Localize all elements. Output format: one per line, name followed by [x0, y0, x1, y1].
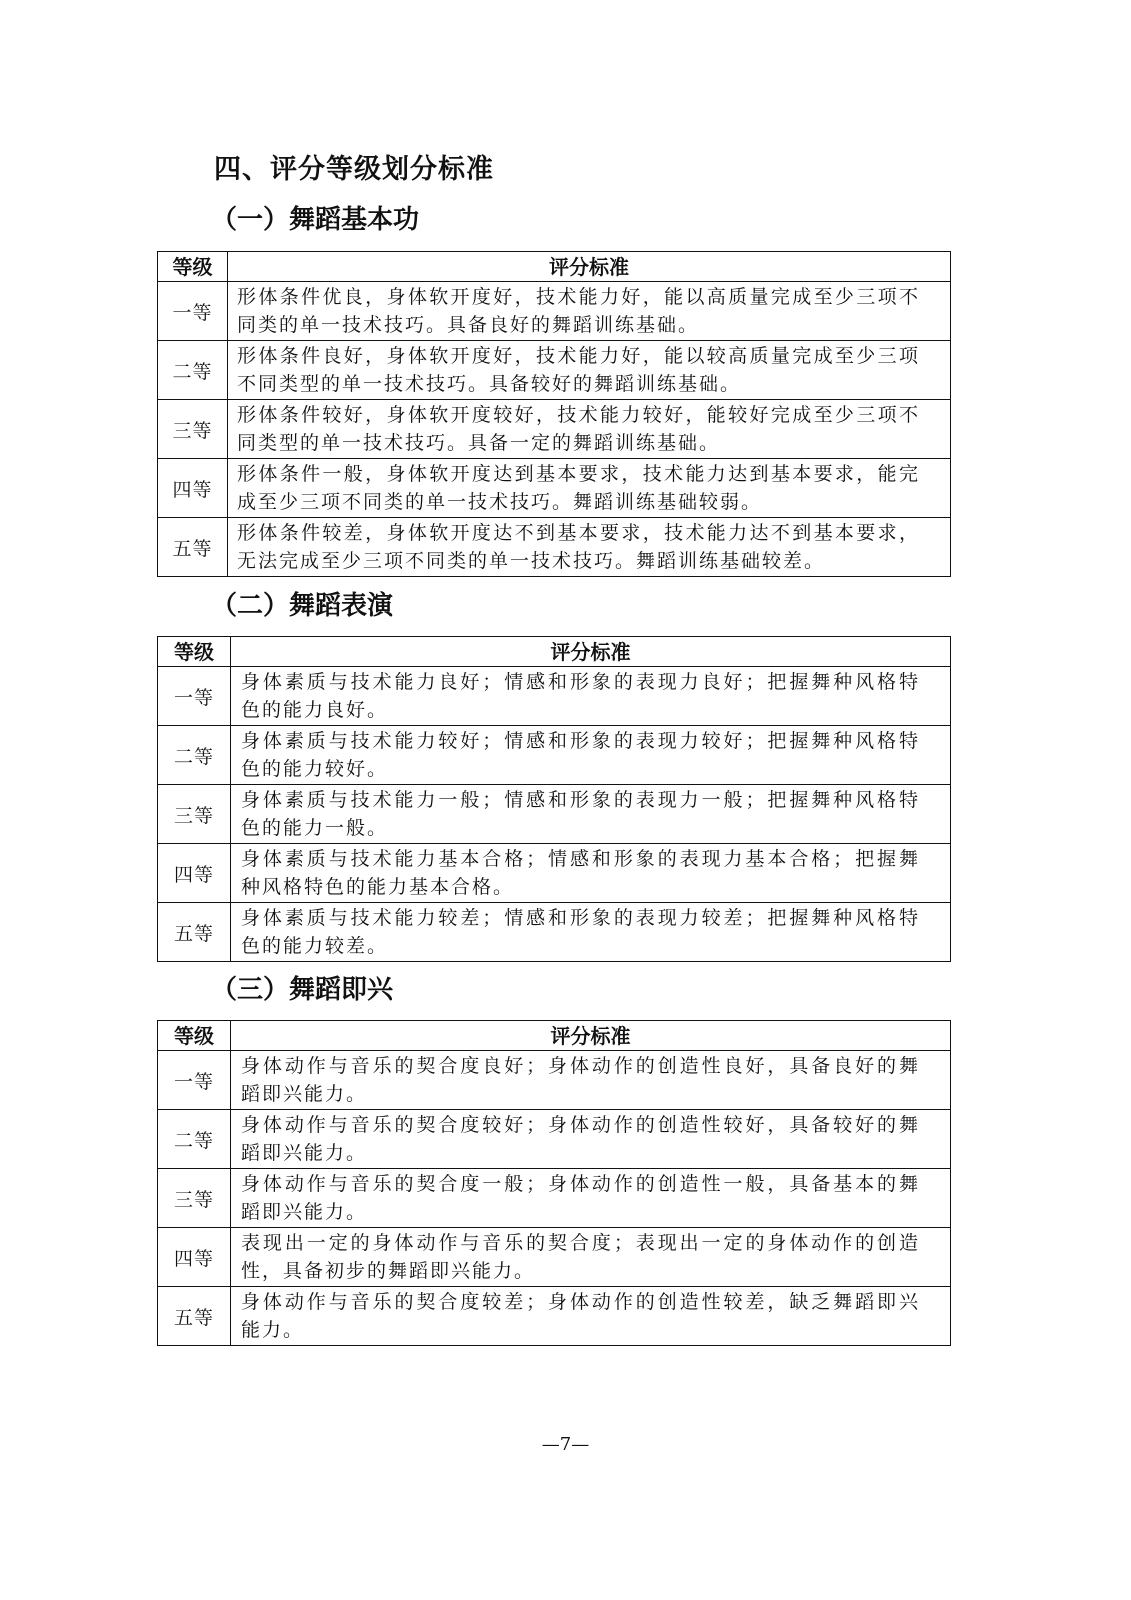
grade-label: 四等 [158, 459, 228, 518]
table-row [158, 667, 951, 726]
grade-label: 一等 [158, 667, 231, 726]
criteria-line: 身体素质与技术能力基本合格；情感和形象的表现力基本合格；把握舞 [241, 847, 920, 870]
table-row [158, 844, 951, 903]
table-row [158, 1287, 951, 1346]
header-criteria: 评分标准 [231, 1021, 951, 1051]
criteria-line: 身体素质与技术能力较好；情感和形象的表现力较好；把握舞种风格特 [241, 729, 920, 752]
table-row [158, 785, 951, 844]
criteria-line: 形体条件一般，身体软开度达到基本要求，技术能力达到基本要求，能完 [237, 462, 920, 485]
criteria-cell [231, 726, 951, 785]
criteria-cell [231, 1169, 951, 1228]
criteria-line: 表现出一定的身体动作与音乐的契合度；表现出一定的身体动作的创造 [241, 1231, 920, 1254]
criteria-cell [231, 1228, 951, 1287]
table-header-row [158, 637, 951, 667]
table-row [158, 1051, 951, 1110]
criteria-cell [231, 903, 951, 962]
page-title: 四、评分等级划分标准 [214, 154, 494, 185]
criteria-line: 色的能力较好。 [241, 758, 389, 780]
header-criteria: 评分标准 [228, 252, 951, 282]
page-number: —7— [541, 1434, 590, 1455]
criteria-line: 不同类型的单一技术技巧。具备较好的舞蹈训练基础。 [237, 373, 742, 395]
table-row [158, 459, 951, 518]
criteria-cell [228, 459, 951, 518]
grade-label: 一等 [158, 282, 228, 341]
criteria-line: 形体条件较差，身体软开度达不到基本要求，技术能力达不到基本要求， [237, 521, 920, 544]
criteria-cell [228, 518, 951, 577]
criteria-line: 身体素质与技术能力较差；情感和形象的表现力较差；把握舞种风格特 [241, 906, 920, 929]
table-row [158, 1228, 951, 1287]
table-row [158, 903, 951, 962]
section-heading-improvisation: （三）舞蹈即兴 [211, 975, 394, 1005]
grade-label: 三等 [158, 785, 231, 844]
criteria-cell [228, 341, 951, 400]
header-grade: 等级 [158, 1021, 231, 1051]
criteria-cell [231, 1110, 951, 1169]
grade-label: 二等 [158, 726, 231, 785]
criteria-line: 身体动作与音乐的契合度较好；身体动作的创造性较好，具备较好的舞 [241, 1113, 920, 1136]
criteria-cell [228, 400, 951, 459]
table-row [158, 400, 951, 459]
basic-skills-table [157, 251, 951, 577]
grade-label: 五等 [158, 903, 231, 962]
table-row [158, 726, 951, 785]
criteria-cell [231, 1051, 951, 1110]
criteria-line: 能力。 [241, 1319, 305, 1341]
criteria-line: 色的能力良好。 [241, 699, 389, 721]
criteria-cell [228, 282, 951, 341]
criteria-line: 身体动作与音乐的契合度较差；身体动作的创造性较差，缺乏舞蹈即兴 [241, 1290, 920, 1313]
table-row [158, 282, 951, 341]
criteria-line: 性，具备初步的舞蹈即兴能力。 [241, 1260, 536, 1282]
criteria-line: 种风格特色的能力基本合格。 [241, 876, 515, 898]
section-heading-performance: （二）舞蹈表演 [211, 591, 394, 621]
grade-label: 三等 [158, 400, 228, 459]
table-row [158, 1169, 951, 1228]
table-row [158, 341, 951, 400]
criteria-line: 身体素质与技术能力良好；情感和形象的表现力良好；把握舞种风格特 [241, 670, 920, 693]
grade-label: 四等 [158, 1228, 231, 1287]
criteria-cell [231, 844, 951, 903]
grade-label: 二等 [158, 341, 228, 400]
section-heading-basic-skills: （一）舞蹈基本功 [211, 205, 420, 235]
criteria-line: 色的能力一般。 [241, 817, 389, 839]
grade-label: 四等 [158, 844, 231, 903]
grade-label: 五等 [158, 1287, 231, 1346]
criteria-cell [231, 667, 951, 726]
criteria-line: 蹈即兴能力。 [241, 1201, 368, 1223]
criteria-line: 蹈即兴能力。 [241, 1083, 368, 1105]
criteria-line: 身体动作与音乐的契合度良好；身体动作的创造性良好，具备良好的舞 [241, 1054, 920, 1077]
table-header-row [158, 252, 951, 282]
criteria-line: 成至少三项不同类的单一技术技巧。舞蹈训练基础较弱。 [237, 491, 763, 513]
criteria-line: 同类型的单一技术技巧。具备一定的舞蹈训练基础。 [237, 432, 721, 454]
grade-label: 五等 [158, 518, 228, 577]
header-grade: 等级 [158, 252, 228, 282]
criteria-line: 蹈即兴能力。 [241, 1142, 368, 1164]
table-row [158, 1110, 951, 1169]
grade-label: 二等 [158, 1110, 231, 1169]
criteria-line: 色的能力较差。 [241, 935, 389, 957]
table-row [158, 518, 951, 577]
criteria-cell [231, 785, 951, 844]
criteria-line: 身体素质与技术能力一般；情感和形象的表现力一般；把握舞种风格特 [241, 788, 920, 811]
criteria-line: 同类的单一技术技巧。具备良好的舞蹈训练基础。 [237, 314, 700, 336]
criteria-line: 形体条件良好，身体软开度好，技术能力好，能以较高质量完成至少三项 [237, 344, 920, 367]
improvisation-table [157, 1020, 951, 1346]
criteria-line: 无法完成至少三项不同类的单一技术技巧。舞蹈训练基础较差。 [237, 550, 826, 572]
grade-label: 一等 [158, 1051, 231, 1110]
criteria-cell [231, 1287, 951, 1346]
header-criteria: 评分标准 [231, 637, 951, 667]
criteria-line: 形体条件较好，身体软开度较好，技术能力较好，能较好完成至少三项不 [237, 403, 920, 426]
criteria-line: 形体条件优良，身体软开度好，技术能力好，能以高质量完成至少三项不 [237, 285, 920, 308]
performance-table [157, 636, 951, 962]
table-header-row [158, 1021, 951, 1051]
grade-label: 三等 [158, 1169, 231, 1228]
header-grade: 等级 [158, 637, 231, 667]
criteria-line: 身体动作与音乐的契合度一般；身体动作的创造性一般，具备基本的舞 [241, 1172, 920, 1195]
